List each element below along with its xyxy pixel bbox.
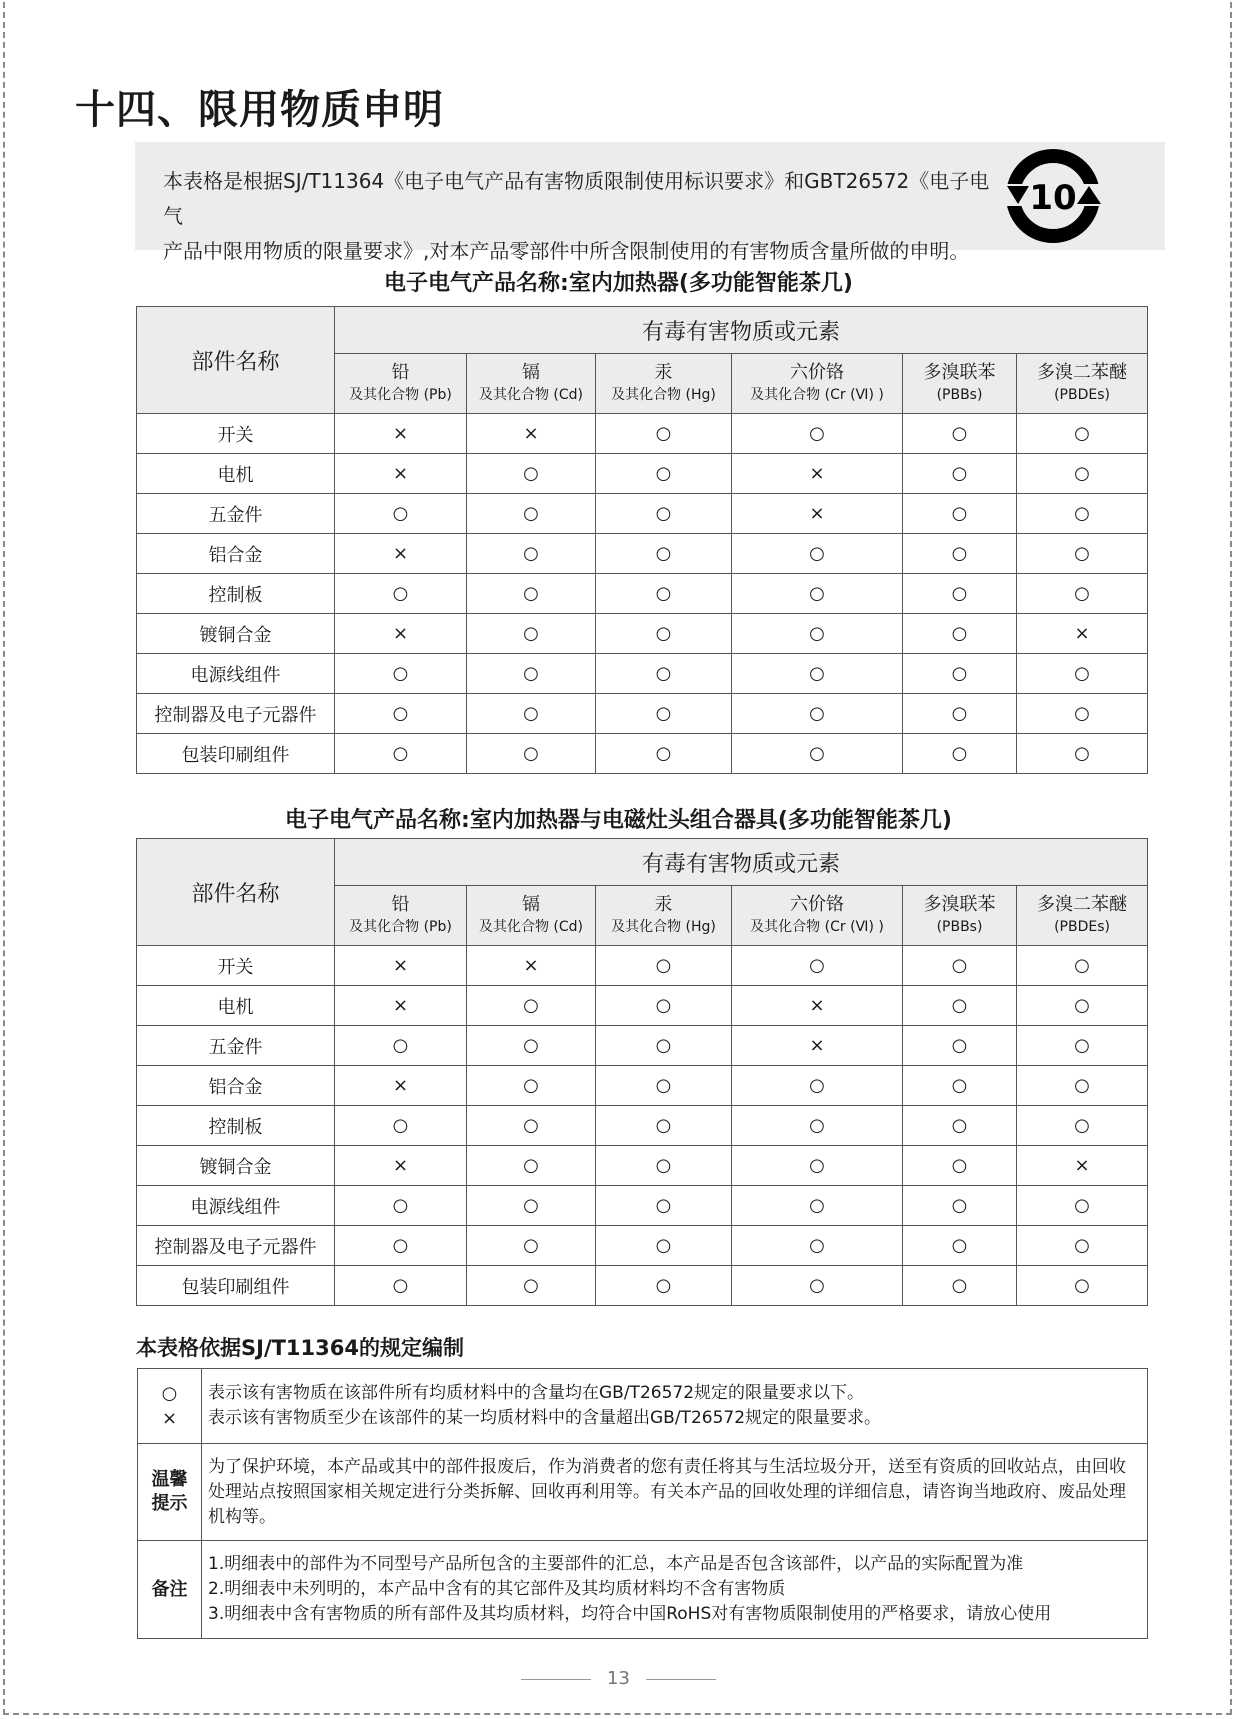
- substance-mark-cell: ○: [335, 1266, 467, 1306]
- substance-mark-cell: ○: [732, 574, 903, 614]
- substance-mark-cell: ○: [903, 1026, 1017, 1066]
- circle-description: 表示该有害物质在该部件所有均质材料中的含量均在GB/T26572规定的限量要求以下。: [208, 1383, 865, 1403]
- cross-description: 表示该有害物质至少在该部件的某一均质材料中的含量超出GB/T26572规定的限量要求。: [208, 1408, 882, 1428]
- table-row: [137, 1026, 1148, 1066]
- substance-mark-cell: ○: [335, 694, 467, 734]
- substance-mark-cell: ○: [732, 654, 903, 694]
- substance-mark-cell: ×: [732, 986, 903, 1026]
- substance-mark-cell: ○: [1017, 1226, 1148, 1266]
- part-name-cell: 控制板: [137, 574, 335, 614]
- part-name-cell: 铝合金: [137, 534, 335, 574]
- page-footer: [0, 1668, 1237, 1689]
- substance-mark-cell: ○: [732, 734, 903, 774]
- part-name-cell: 电源线组件: [137, 654, 335, 694]
- substance-mark-cell: ○: [732, 1066, 903, 1106]
- substance-mark-cell: ○: [903, 1186, 1017, 1226]
- substance-mark-cell: ×: [335, 986, 467, 1026]
- substance-mark-cell: ×: [335, 614, 467, 654]
- part-name-header: 部件名称: [137, 839, 335, 946]
- substance-mark-cell: ○: [596, 946, 732, 986]
- substance-mark-cell: ○: [596, 614, 732, 654]
- substance-mark-cell: ○: [596, 1026, 732, 1066]
- substance-mark-cell: ○: [335, 494, 467, 534]
- substance-table-2: [136, 838, 1148, 1306]
- substance-mark-cell: ○: [596, 574, 732, 614]
- substance-mark-cell: ○: [732, 534, 903, 574]
- svg-text:10: 10: [1029, 178, 1077, 218]
- element-header-pb: 铅 及其化合物 (Pb): [335, 354, 467, 414]
- table-row: [137, 694, 1148, 734]
- substance-mark-cell: ○: [596, 1266, 732, 1306]
- substance-mark-cell: ○: [1017, 654, 1148, 694]
- table-row: [137, 1186, 1148, 1226]
- substance-mark-cell: ○: [596, 654, 732, 694]
- substance-mark-cell: ○: [1017, 1186, 1148, 1226]
- intro-box: [135, 142, 1165, 263]
- substance-mark-cell: ○: [335, 1186, 467, 1226]
- intro-line-2: 产品中限用物质的限量要求》,对本产品零部件中所含限制使用的有害物质含量所做的申明。: [163, 239, 970, 263]
- part-name-cell: 电源线组件: [137, 1186, 335, 1226]
- table-1-title: 电子电气产品名称:室内加热器(多功能智能茶几): [384, 271, 853, 296]
- substance-mark-cell: ○: [903, 414, 1017, 454]
- substance-mark-cell: ○: [1017, 494, 1148, 534]
- substance-mark-cell: ○: [335, 1226, 467, 1266]
- substance-mark-cell: ○: [467, 614, 596, 654]
- table-row: [137, 414, 1148, 454]
- substance-mark-cell: ○: [732, 694, 903, 734]
- part-name-cell: 铝合金: [137, 1066, 335, 1106]
- element-header-cd: 镉 及其化合物 (Cd): [467, 886, 596, 946]
- element-header-hg: 汞 及其化合物 (Hg): [596, 886, 732, 946]
- substance-mark-cell: ○: [467, 494, 596, 534]
- substance-mark-cell: ○: [732, 1186, 903, 1226]
- substance-mark-cell: ○: [467, 1226, 596, 1266]
- substance-mark-cell: ×: [335, 534, 467, 574]
- cross-symbol: ×: [161, 1408, 178, 1429]
- substance-mark-cell: ○: [1017, 734, 1148, 774]
- substance-mark-cell: ○: [732, 1226, 903, 1266]
- part-name-cell: 电机: [137, 454, 335, 494]
- table-row: [137, 654, 1148, 694]
- table-row: [137, 986, 1148, 1026]
- element-header-cd: 镉 及其化合物 (Cd): [467, 354, 596, 414]
- substance-mark-cell: ○: [467, 694, 596, 734]
- substance-mark-cell: ○: [1017, 1026, 1148, 1066]
- footer-rule-left: [521, 1679, 591, 1680]
- substance-mark-cell: ○: [596, 734, 732, 774]
- notes-table: [137, 1368, 1148, 1639]
- substance-mark-cell: ○: [903, 1226, 1017, 1266]
- substance-mark-cell: ×: [732, 454, 903, 494]
- substance-mark-cell: ○: [596, 1106, 732, 1146]
- substance-mark-cell: ×: [732, 494, 903, 534]
- element-header-cr: 六价铬 及其化合物 (Cr (Ⅵ) ): [732, 886, 903, 946]
- substance-mark-cell: ○: [903, 694, 1017, 734]
- substance-mark-cell: ○: [467, 734, 596, 774]
- symbol-descriptions: [202, 1369, 1148, 1444]
- element-header-pbbs: 多溴联苯 (PBBs): [903, 886, 1017, 946]
- remark-3: 3.明细表中含有害物质的所有部件及其均质材料，均符合中国RoHS对有害物质限制使用的严格要求，请放心使用: [208, 1604, 1052, 1624]
- substance-mark-cell: ○: [903, 454, 1017, 494]
- substance-mark-cell: ○: [467, 1266, 596, 1306]
- substance-mark-cell: ○: [1017, 574, 1148, 614]
- footer-rule-right: [646, 1679, 716, 1680]
- substance-group-header: 有毒有害物质或元素: [335, 839, 1148, 886]
- substance-mark-cell: ○: [335, 1106, 467, 1146]
- substance-mark-cell: ○: [903, 1066, 1017, 1106]
- substance-mark-cell: ○: [467, 1146, 596, 1186]
- substance-mark-cell: ×: [335, 946, 467, 986]
- efup-10-logo-icon: [1005, 148, 1105, 244]
- element-header-pb: 铅 及其化合物 (Pb): [335, 886, 467, 946]
- substance-mark-cell: ○: [903, 946, 1017, 986]
- table-row: [137, 494, 1148, 534]
- substance-mark-cell: ○: [903, 614, 1017, 654]
- element-header-pbbs: 多溴联苯 (PBBs): [903, 354, 1017, 414]
- substance-mark-cell: ○: [732, 946, 903, 986]
- substance-mark-cell: ○: [1017, 414, 1148, 454]
- substance-mark-cell: ○: [467, 1026, 596, 1066]
- table-row: [137, 1106, 1148, 1146]
- tip-label: 温馨提示: [138, 1444, 202, 1541]
- remark-1: 1.明细表中的部件为不同型号产品所包含的主要部件的汇总，本产品是否包含该部件，以产品的实际配置为准: [208, 1554, 1024, 1574]
- substance-mark-cell: ○: [467, 1186, 596, 1226]
- substance-mark-cell: ○: [596, 1066, 732, 1106]
- substance-mark-cell: ×: [335, 454, 467, 494]
- table-row: [137, 534, 1148, 574]
- table-row: [137, 1146, 1148, 1186]
- substance-mark-cell: ○: [335, 1026, 467, 1066]
- substance-mark-cell: ×: [1017, 1146, 1148, 1186]
- element-header-pbdes: 多溴二苯醚 (PBDEs): [1017, 886, 1148, 946]
- substance-mark-cell: ○: [596, 454, 732, 494]
- substance-mark-cell: ○: [1017, 534, 1148, 574]
- part-name-cell: 控制器及电子元器件: [137, 694, 335, 734]
- table-row: [137, 1066, 1148, 1106]
- table-2-title: 电子电气产品名称:室内加热器与电磁灶头组合器具(多功能智能茶几): [285, 808, 952, 833]
- symbol-legend: [138, 1369, 202, 1444]
- table-row: [137, 1226, 1148, 1266]
- substance-mark-cell: ○: [732, 1146, 903, 1186]
- substance-mark-cell: ○: [1017, 1266, 1148, 1306]
- substance-mark-cell: ○: [335, 574, 467, 614]
- part-name-cell: 镀铜合金: [137, 1146, 335, 1186]
- part-name-header: 部件名称: [137, 307, 335, 414]
- intro-line-1: 本表格是根据SJ/T11364《电子电气产品有害物质限制使用标识要求》和GBT26572《电子电气: [163, 169, 990, 228]
- substance-mark-cell: ○: [1017, 1106, 1148, 1146]
- substance-mark-cell: ○: [732, 614, 903, 654]
- substance-mark-cell: ○: [596, 1226, 732, 1266]
- table-row: [137, 614, 1148, 654]
- remark-2: 2.明细表中未列明的，本产品中含有的其它部件及其均质材料均不含有害物质: [208, 1579, 786, 1599]
- table-row: [137, 454, 1148, 494]
- substance-mark-cell: ×: [335, 1146, 467, 1186]
- substance-mark-cell: ○: [903, 574, 1017, 614]
- substance-mark-cell: ○: [903, 1146, 1017, 1186]
- substance-mark-cell: ○: [596, 414, 732, 454]
- circle-symbol: ○: [161, 1383, 178, 1404]
- page-number: 13: [607, 1668, 630, 1689]
- substance-mark-cell: ○: [596, 494, 732, 534]
- substance-mark-cell: ○: [467, 986, 596, 1026]
- substance-mark-cell: ○: [903, 494, 1017, 534]
- table-row: [137, 946, 1148, 986]
- substance-mark-cell: ○: [596, 1146, 732, 1186]
- substance-mark-cell: ○: [903, 534, 1017, 574]
- substance-mark-cell: ○: [467, 654, 596, 694]
- table-row: [137, 1266, 1148, 1306]
- substance-mark-cell: ○: [467, 1106, 596, 1146]
- substance-table-1: [136, 306, 1148, 774]
- substance-mark-cell: ×: [467, 946, 596, 986]
- element-header-cr: 六价铬 及其化合物 (Cr (Ⅵ) ): [732, 354, 903, 414]
- intro-text: [163, 164, 998, 269]
- part-name-cell: 包装印刷组件: [137, 1266, 335, 1306]
- substance-mark-cell: ○: [335, 734, 467, 774]
- substance-mark-cell: ×: [467, 414, 596, 454]
- part-name-cell: 包装印刷组件: [137, 734, 335, 774]
- substance-mark-cell: ×: [732, 1026, 903, 1066]
- substance-mark-cell: ○: [732, 1266, 903, 1306]
- part-name-cell: 电机: [137, 986, 335, 1026]
- part-name-cell: 五金件: [137, 1026, 335, 1066]
- substance-mark-cell: ○: [1017, 454, 1148, 494]
- table-row: [137, 574, 1148, 614]
- substance-mark-cell: ○: [467, 454, 596, 494]
- part-name-cell: 控制器及电子元器件: [137, 1226, 335, 1266]
- remarks: [202, 1541, 1148, 1639]
- substance-mark-cell: ×: [335, 1066, 467, 1106]
- substance-mark-cell: ○: [732, 1106, 903, 1146]
- part-name-cell: 控制板: [137, 1106, 335, 1146]
- substance-mark-cell: ○: [467, 574, 596, 614]
- substance-group-header: 有毒有害物质或元素: [335, 307, 1148, 354]
- table-row: [137, 734, 1148, 774]
- substance-mark-cell: ×: [1017, 614, 1148, 654]
- part-name-cell: 镀铜合金: [137, 614, 335, 654]
- remark-label: 备注: [138, 1541, 202, 1639]
- part-name-cell: 开关: [137, 414, 335, 454]
- substance-mark-cell: ○: [1017, 986, 1148, 1026]
- substance-mark-cell: ○: [1017, 694, 1148, 734]
- tip-text: 为了保护环境，本产品或其中的部件报废后，作为消费者的您有责任将其与生活垃圾分开，送至有资质的回收站点，由回收处理站点按照国家相关规定进行分类拆解、回收再利用等。有关本产品的回收处理的详细信息，请咨询当地政府、废品处理机构等。: [202, 1444, 1148, 1541]
- substance-mark-cell: ○: [903, 1266, 1017, 1306]
- substance-mark-cell: ○: [732, 414, 903, 454]
- substance-mark-cell: ○: [1017, 1066, 1148, 1106]
- substance-mark-cell: ○: [335, 654, 467, 694]
- element-header-hg: 汞 及其化合物 (Hg): [596, 354, 732, 414]
- substance-mark-cell: ○: [903, 654, 1017, 694]
- notes-title: 本表格依据SJ/T11364的规定编制: [136, 1336, 464, 1360]
- substance-mark-cell: ○: [903, 986, 1017, 1026]
- substance-mark-cell: ○: [596, 986, 732, 1026]
- substance-mark-cell: ○: [596, 1186, 732, 1226]
- substance-mark-cell: ○: [596, 694, 732, 734]
- page-title: 十四、限用物质申明: [75, 86, 444, 133]
- part-name-cell: 五金件: [137, 494, 335, 534]
- substance-mark-cell: ○: [1017, 946, 1148, 986]
- substance-mark-cell: ○: [903, 1106, 1017, 1146]
- substance-mark-cell: ○: [596, 534, 732, 574]
- part-name-cell: 开关: [137, 946, 335, 986]
- substance-mark-cell: ×: [335, 414, 467, 454]
- substance-mark-cell: ○: [467, 534, 596, 574]
- substance-mark-cell: ○: [467, 1066, 596, 1106]
- element-header-pbdes: 多溴二苯醚 (PBDEs): [1017, 354, 1148, 414]
- substance-mark-cell: ○: [903, 734, 1017, 774]
